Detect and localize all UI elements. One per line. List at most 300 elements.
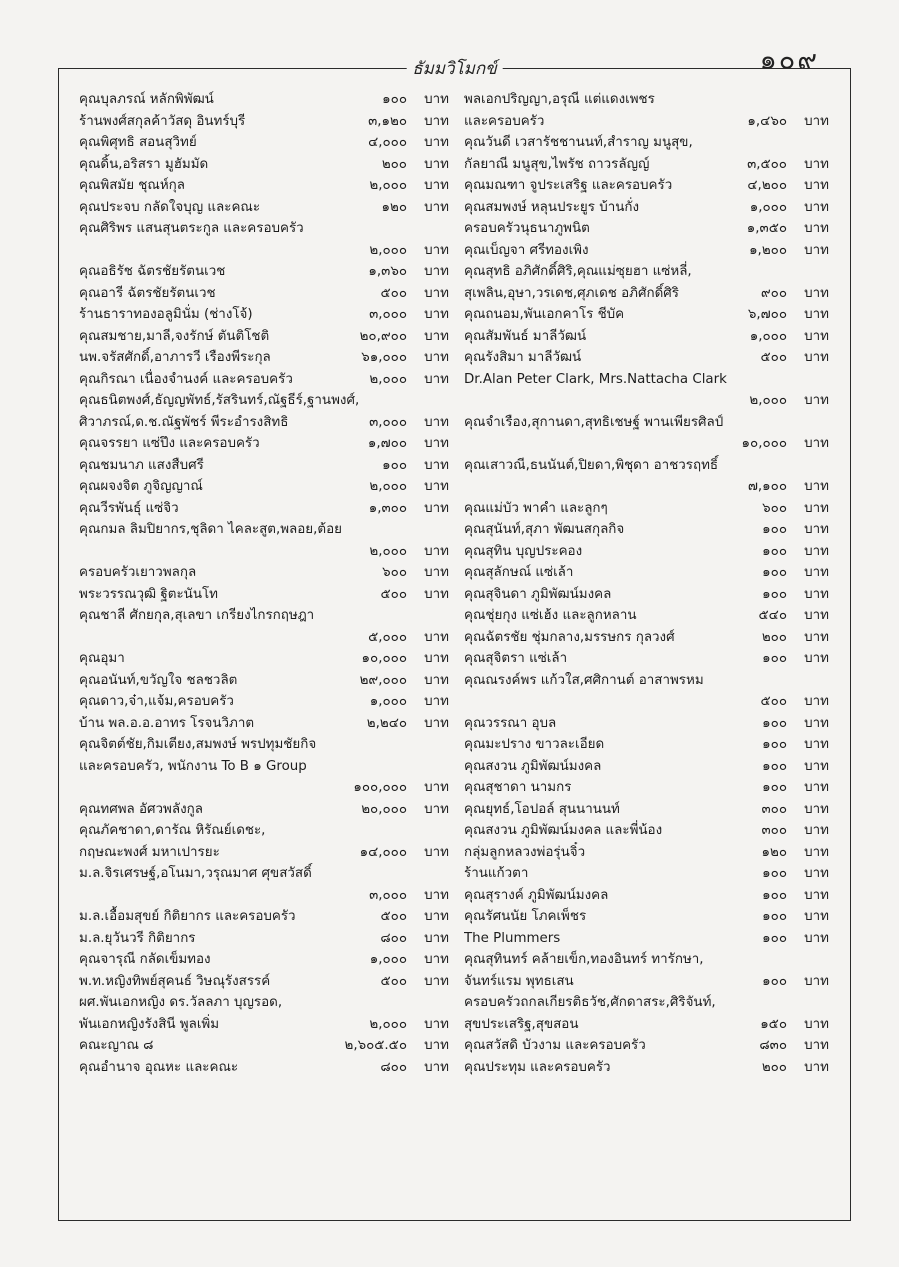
currency-unit: บาท [804,328,829,344]
currency-unit: บาท [424,780,449,795]
donor-name: กฤษณะพงศ์ มหาเปารยะ [79,844,220,860]
donation-amount: ๑๐๐ [762,543,787,559]
donor-name: คุณอธิรัช ฉัตรชัยรัตนเวช [79,264,226,279]
donor-row [79,799,449,821]
donor-row [464,347,829,369]
donor-row [464,648,829,670]
donor-name: คุณสุชาดา นามกร [464,780,572,795]
donor-row [464,949,829,971]
currency-unit: บาท [804,436,829,451]
donor-row [464,820,829,842]
donation-amount: ๑๐๐ [762,887,787,903]
donation-amount: ๖๐๐ [382,565,407,580]
currency-unit: บาท [424,543,449,559]
currency-unit: บาท [804,543,829,559]
currency-unit: บาท [424,500,449,516]
donor-name: ครอบครัวเยาวพลกุล [79,565,197,580]
donation-amount: ๑๐๐ [762,651,787,666]
donor-name: สุเพลิน,อุษา,วรเดช,ศุภเดช อภิศักดิ์ศิริ [464,285,679,301]
donation-amount: ๒,๐๐๐ [369,479,407,494]
donor-name: คุณจำเรือง,สุกานดา,สุทธิเชษฐ์ พานเพียรศิลป์ [464,414,724,430]
donation-amount: ๖๑,๐๐๐ [361,350,407,365]
donation-amount: ๑,๐๐๐ [749,199,787,215]
currency-unit: บาท [804,737,829,752]
donor-name: คุณยุทธ์,โอปอล์ สุนนานนท์ [464,801,620,817]
donor-row [79,498,449,520]
currency-unit: บาท [424,264,449,279]
currency-unit: บาท [424,307,449,322]
donation-amount: ๑,๐๐๐ [749,328,787,344]
currency-unit: บาท [804,866,829,881]
donor-name: Dr.Alan Peter Clark, Mrs.Nattacha Clark [464,371,727,387]
donation-amount: ๑๒๐ [381,199,407,215]
donor-name: พระวรรณวุฒิ ฐิตะนันโท [79,586,219,602]
donor-row [79,648,449,670]
currency-unit: บาท [424,113,449,129]
donation-amount: ๖๐๐ [762,500,787,516]
donor-name: คุณสัมพันธ์ มาลีวัฒน์ [464,328,587,344]
currency-unit: บาท [424,436,449,451]
donation-amount: ๖,๗๐๐ [747,307,787,322]
donor-name: คุณอนันท์,ขวัญใจ ชลชวลิต [79,672,238,688]
donor-name: คุณรังสิมา มาลีวัฒน์ [464,350,582,365]
donor-name: คุณสงวน ภูมิพัฒน์มงคล และพี่น้อง [464,823,663,838]
donor-row [464,1035,829,1057]
donation-amount: ๕๐๐ [380,586,407,602]
currency-unit: บาท [424,178,449,193]
currency-unit: บาท [804,715,829,731]
donor-row [79,1014,449,1036]
donation-amount: ๕๐๐ [760,694,787,709]
donation-amount: ๒,๐๐๐ [369,543,407,559]
currency-unit: บาท [804,1038,829,1053]
donation-amount: ๑,๔๖๐ [747,113,787,129]
donor-name: คุณทศพล อัศวพลังกูล [79,801,203,817]
donor-name: คุณดิ้น,อริสรา มูฮัมมัด [79,156,209,172]
donation-amount: ๑๐๐ [762,565,787,580]
currency-unit: บาท [424,565,449,580]
currency-unit: บาท [804,285,829,301]
donor-row [464,240,829,262]
donor-row [464,928,829,950]
donor-row [79,283,449,305]
donor-name: ผศ.พันเอกหญิง ดร.วัลลภา บุญรอด, [79,995,283,1010]
donor-name: คณะญาณ ๘ [79,1038,154,1053]
donation-amount: ๑,๓๖๐ [368,264,407,279]
donation-amount: ๗,๑๐๐ [747,479,787,494]
donor-row [464,175,829,197]
donation-amount: ๒๐๐ [761,1059,787,1075]
donor-row [79,992,449,1014]
currency-unit: บาท [804,565,829,580]
donor-name: ม.ล.ยุวันวรี กิติยากร [79,930,196,946]
donor-row [464,541,829,563]
donation-amount: ๙๐๐ [760,285,787,301]
currency-unit: บาท [424,414,449,430]
donation-amount: ๕๐๐ [380,909,407,924]
donor-name: คุณกมล ลิมปิยากร,ชุลิดา ไคละสูต,พลอย,ต้อย [79,522,342,537]
currency-unit: บาท [424,973,449,989]
currency-unit: บาท [424,930,449,946]
donor-row [79,842,449,864]
donor-row [79,154,449,176]
donation-amount: ๑๐๐ [762,758,787,774]
donation-amount: ๑,๒๐๐ [749,242,787,258]
currency-unit: บาท [424,457,449,473]
donor-name: ม.ล.จิรเศรษฐ์,อโนมา,วรุณมาศ ศุขสวัสดิ์ [79,866,312,881]
donor-name: คุณจารุณี กลัดเข็มทอง [79,952,211,967]
donor-row [464,412,829,434]
donation-amount: ๕,๐๐๐ [368,629,407,645]
donor-name: คุณมะปราง ขาวละเอียด [464,737,605,752]
donor-row [79,863,449,885]
currency-unit: บาท [804,823,829,838]
donor-row [464,1057,829,1079]
donation-amount: ๒๐,๙๐๐ [359,328,407,344]
currency-unit: บาท [804,930,829,946]
donor-row [79,691,449,713]
donor-row [464,906,829,928]
currency-unit: บาท [424,715,449,731]
donor-row [464,132,829,154]
currency-unit: บาท [804,973,829,989]
currency-unit: บาท [424,156,449,172]
currency-unit: บาท [804,844,829,860]
section-title: ธัมมวิโมกข์ [406,55,503,82]
donor-row [464,562,829,584]
donor-row [79,261,449,283]
donor-row [464,799,829,821]
donor-name: คุณศิริพร แสนสุนตระกูล และครอบครัว [79,221,304,236]
donor-name: คุณสุทิน บุญประคอง [464,543,583,559]
donor-row [79,885,449,907]
donor-row [79,326,449,348]
donor-name: คุณสวัสดิ บัวงาม และครอบครัว [464,1038,646,1053]
donor-row [79,971,449,993]
donor-name: และครอบครัว [464,113,545,129]
donor-name: คุณมณฑา จูประเสริฐ และครอบครัว [464,178,673,193]
donation-amount: ๒,๐๐๐ [749,393,787,408]
donor-name: คุณอารี ฉัตรชัยรัตนเวช [79,285,216,301]
donation-amount: ๑๐๐ [762,715,787,731]
donor-row [79,777,449,799]
currency-unit: บาท [804,479,829,494]
currency-unit: บาท [424,909,449,924]
currency-unit: บาท [804,586,829,602]
donor-name: คุณจรรยา แซ่ปึง และครอบครัว [79,436,260,451]
donation-amount: ๑๐๐ [762,522,787,537]
currency-unit: บาท [424,844,449,860]
donation-amount: ๒๐,๐๐๐ [361,801,407,817]
currency-unit: บาท [424,952,449,967]
donor-name: The Plummers [464,930,561,946]
donor-name: และครอบครัว, พนักงาน To B ๑ Group [79,758,307,774]
donation-amount: ๒๐๐ [761,629,787,645]
donor-row [464,777,829,799]
page-number: ๑๐๙ [759,45,819,76]
donor-row [79,240,449,262]
right-donor-column [464,89,829,1078]
donor-name: กลุ่มลูกหลวงพ่อรุ่นจิ๋ว [464,844,586,860]
donor-row [464,863,829,885]
donor-name: คุณเบ็ญจา ศรีทองเพิง [464,242,589,258]
donation-amount: ๓,๐๐๐ [369,414,407,430]
donation-amount: ๘๐๐ [380,1059,407,1075]
donor-name: คุณชุ่ยกุง แซ่เฮ้ง และลูกหลาน [464,608,637,623]
donor-name: คุณสุรางค์ ภูมิพัฒน์มงคล [464,887,609,903]
donor-name: คุณวีรพันธุ์ แซ่จิว [79,500,179,516]
donor-row [79,605,449,627]
currency-unit: บาท [804,393,829,408]
donor-name: ร้านพงศ์สกุลค้าวัสดุ อินทร์บุรี [79,113,246,129]
donation-amount: ๑,๐๐๐ [369,952,407,967]
donor-name: คุณภัคชาดา,ดารัณ หิรัณย์เดชะ, [79,823,266,838]
donation-amount: ๑๐๐ [762,780,787,795]
currency-unit: บาท [804,909,829,924]
donor-name: คุณประจบ กลัดใจบุญ และคณะ [79,199,261,215]
currency-unit: บาท [804,178,829,193]
currency-unit: บาท [424,328,449,344]
donation-amount: ๑,๓๕๐ [746,221,787,236]
donation-amount: ๓,๐๐๐ [369,307,407,322]
donor-row [79,949,449,971]
donor-name: คุณประทุม และครอบครัว [464,1059,611,1075]
donor-name: คุณชาลี ศักยกุล,สุเลขา เกรียงไกรกฤษฎา [79,608,315,623]
currency-unit: บาท [804,221,829,236]
donor-row [79,218,449,240]
donation-amount: ๓๐๐ [761,801,787,817]
currency-unit: บาท [804,522,829,537]
donor-name: พ.ท.หญิงทิพย์สุคนธ์ วิษณุรังสรรค์ [79,973,271,989]
donation-amount: ๑,๐๐๐ [369,694,407,709]
donor-row [79,412,449,434]
donor-row [79,627,449,649]
donation-amount: ๑๐,๐๐๐ [361,651,407,666]
donor-name: สุขประเสริฐ,สุขสอน [464,1016,579,1032]
donor-name: คุณกิรณา เนื่องจำนงค์ และครอบครัว [79,371,293,387]
donor-row [79,390,449,412]
currency-unit: บาท [424,371,449,387]
donor-name: ม.ล.เอื้อมสุขย์ กิติยากร และครอบครัว [79,909,296,924]
donor-row [79,1035,449,1057]
donor-name: บ้าน พล.อ.อ.อาทร โรจนวิภาต [79,715,255,731]
donor-name: ครอบครัวถกลเกียรติธวัช,ศักดาสระ,ศิริจันท์, [464,995,716,1010]
donor-name: คุณวันดี เวสารัชชานนท์,สำราญ มนูสุข, [464,135,693,150]
donor-row [464,218,829,240]
donor-row [464,89,829,111]
donation-amount: ๑,๗๐๐ [367,436,407,451]
currency-unit: บาท [424,92,449,107]
donor-name: คุณดาว,จ๋า,แจ้ม,ครอบครัว [79,694,234,709]
donor-row [79,89,449,111]
donor-name: คุณสุลักษณ์ แซ่เล้า [464,565,574,580]
donation-amount: ๓,๑๒๐ [368,113,407,129]
currency-unit: บาท [804,694,829,709]
donor-row [464,756,829,778]
donation-amount: ๓๐๐ [761,823,787,838]
donor-row [79,562,449,584]
donor-name: คุณสมชาย,มาลี,จงรักษ์ ตันติโชติ [79,328,270,344]
donor-row [464,734,829,756]
currency-unit: บาท [804,307,829,322]
currency-unit: บาท [804,242,829,258]
donor-name: คุณสุจิตรา แซ่เล้า [464,651,568,666]
donor-name: คุณจิตต์ชัย,กิมเตียง,สมพงษ์ พรปทุมชัยกิจ [79,737,317,752]
donor-row [464,605,829,627]
donor-row [79,1057,449,1079]
donor-row [464,627,829,649]
donor-name: นพ.จรัสศักดิ์,อาภารวี เรืองพีระกุล [79,350,271,365]
donor-row [464,885,829,907]
donation-amount: ๑๐๐,๐๐๐ [353,780,407,795]
donation-amount: ๔,๒๐๐ [747,178,787,193]
currency-unit: บาท [424,1016,449,1032]
donor-row [464,842,829,864]
currency-unit: บาท [424,242,449,258]
donation-amount: ๒,๐๐๐ [369,242,407,258]
donation-amount: ๑๐๐ [762,866,787,881]
currency-unit: บาท [424,1038,449,1053]
donor-row [79,670,449,692]
donation-amount: ๘๓๐ [759,1038,787,1053]
currency-unit: บาท [424,887,449,903]
donation-amount: ๒,๒๔๐ [366,715,407,731]
donation-amount: ๒๐๐ [381,156,407,172]
currency-unit: บาท [424,350,449,365]
donation-amount: ๒,๐๐๐ [369,371,407,387]
currency-unit: บาท [424,1059,449,1075]
donation-amount: ๒๙,๐๐๐ [359,672,407,688]
donor-row [464,1014,829,1036]
currency-unit: บาท [424,651,449,666]
currency-unit: บาท [424,479,449,494]
donor-row [79,756,449,778]
donor-name: คุณสุนันท์,สุภา พัฒนสกุลกิจ [464,522,625,537]
currency-unit: บาท [804,199,829,215]
currency-unit: บาท [424,672,449,688]
donation-amount: ๒,๐๐๐ [369,178,407,193]
donor-row [464,369,829,391]
donor-row [464,261,829,283]
donor-name: จันทร์แรม พุทธเสน [464,973,574,989]
donor-row [79,132,449,154]
donor-name: ศิวาภรณ์,ด.ช.ณัฐพัชร์ พีระอำรงสิทธิ [79,414,289,430]
donor-row [464,670,829,692]
donor-row [79,820,449,842]
donor-name: คุณรัศนนัย โภคเพ็ชร [464,909,587,924]
donor-name: ร้านแก้วตา [464,866,529,881]
donor-name: คุณอุมา [79,651,125,666]
donor-name: กัลยาณี มนูสุข,ไพรัช ถาวรลัญญ์ [464,156,650,172]
donor-row [464,476,829,498]
donor-name: คุณอำนาจ อุณหะ และคณะ [79,1059,239,1075]
donor-row [464,971,829,993]
donation-amount: ๘๐๐ [380,930,407,946]
donor-name: พันเอกหญิงรังสินี พูลเพิ่ม [79,1016,220,1032]
donation-amount: ๕๔๐ [758,608,787,623]
donation-amount: ๕๐๐ [380,285,407,301]
donor-row [79,734,449,756]
donor-name: คุณชมนาภ แสงสืบศรี [79,457,204,473]
currency-unit: บาท [804,801,829,817]
donation-amount: ๑,๓๐๐ [368,500,407,516]
donor-name: พลเอกปริญญา,อรุณี แต่แดงเพชร [464,92,655,107]
donor-row [464,498,829,520]
donor-name: คุณวรรณา อุบล [464,715,557,731]
donor-name: คุณถนอม,พันเอกคาโร ชีบัค [464,307,625,322]
donor-name: คุณสุทธิ อภิศักดิ์ศิริ,คุณแม่ซุยฮา แซ่หลี่, [464,264,692,279]
currency-unit: บาท [804,887,829,903]
donor-name: คุณสงวน ภูมิพัฒน์มงคล [464,758,602,774]
donation-amount: ๒,๖๐๕.๕๐ [344,1038,407,1053]
donation-amount: ๑๐๐ [762,909,787,924]
currency-unit: บาท [424,586,449,602]
donor-row [79,519,449,541]
currency-unit: บาท [424,135,449,150]
currency-unit: บาท [424,285,449,301]
donation-amount: ๑๐๐ [762,737,787,752]
donor-row [464,197,829,219]
donation-amount: ๕๐๐ [760,350,787,365]
donation-amount: ๑๐๐ [382,457,407,473]
donor-row [79,584,449,606]
donor-row [79,369,449,391]
donor-name: คุณเสาวณี,ธนนันต์,ปิยดา,พิชุดา อาชวรฤทธิ์ [464,457,719,473]
donation-amount: ๑๐๐ [762,586,787,602]
currency-unit: บาท [804,1059,829,1075]
currency-unit: บาท [424,199,449,215]
currency-unit: บาท [804,350,829,365]
donation-amount: ๓,๐๐๐ [369,887,407,903]
donor-name: คุณฉัตรชัย ชุ่มกลาง,มรรษกร กุลวงศ์ [464,629,675,645]
currency-unit: บาท [804,500,829,516]
donor-name: คุณพิสมัย ชุณห์กุล [79,178,185,193]
left-donor-column [79,89,449,1078]
donor-name: คุณบุลภรณ์ หลักพิพัฒน์ [79,92,214,107]
donation-amount: ๑๐๐ [762,930,787,946]
donor-row [464,992,829,1014]
donor-row [464,455,829,477]
currency-unit: บาท [424,629,449,645]
donor-row [79,197,449,219]
donor-name: คุณพิศุทธิ สอนสุวิทย์ [79,135,197,150]
currency-unit: บาท [804,608,829,623]
donor-row [79,713,449,735]
donor-row [464,691,829,713]
donor-row [79,906,449,928]
donation-amount: ๑๐๐ [382,92,407,107]
currency-unit: บาท [804,629,829,645]
donor-name: คุณสมพงษ์ หลุนประยูร บ้านกั่ง [464,199,640,215]
currency-unit: บาท [804,156,829,172]
donor-name: คุณธนิตพงศ์,ธัญญพัทธ์,รัสรินทร์,ณัฐธีร์,ฐานพงศ์, [79,393,360,408]
donor-row [464,433,829,455]
donor-row [464,304,829,326]
donation-amount: ๓,๕๐๐ [747,156,787,172]
donor-row [464,326,829,348]
donor-name: ครอบครัวนุธนาภูพนิต [464,221,590,236]
currency-unit: บาท [804,758,829,774]
donor-name: คุณแม่บัว พาคำ และลูกๆ [464,500,608,516]
donor-name: คุณณรงค์พร แก้วใส,ศศิกานต์ อาสาพรหม [464,672,704,688]
donor-row [79,175,449,197]
donor-name: คุณสุจินดา ภูมิพัฒน์มงคล [464,586,612,602]
donor-row [79,928,449,950]
donor-row [464,713,829,735]
donor-row [464,584,829,606]
donation-amount: ๒,๐๐๐ [369,1016,407,1032]
donor-row [464,283,829,305]
